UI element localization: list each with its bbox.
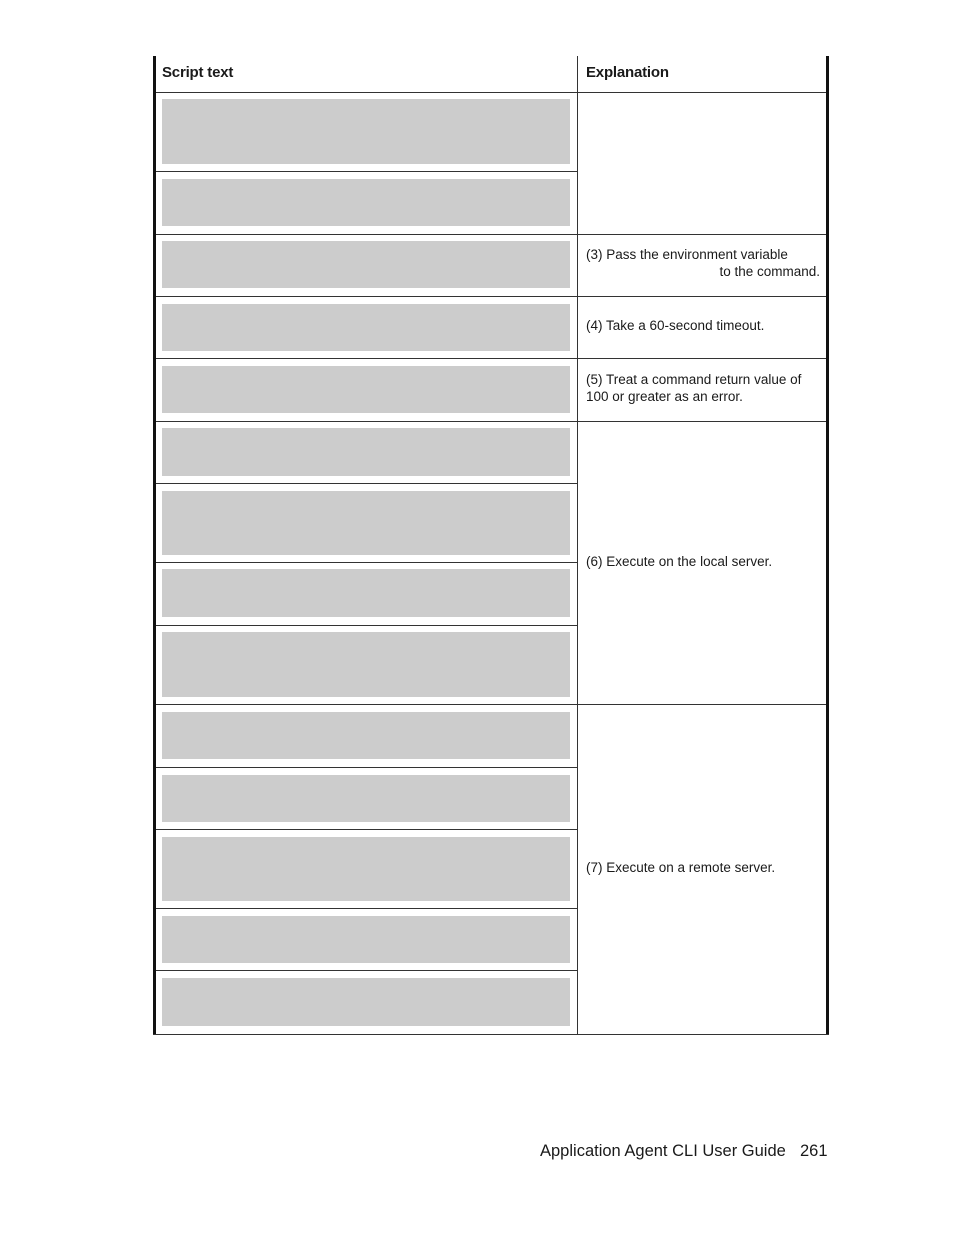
column-divider — [577, 56, 578, 1035]
script-code-block — [162, 837, 570, 901]
script-table — [153, 56, 829, 1035]
row-separator — [156, 421, 826, 422]
explanation-step-6: (6) Execute on the local server. — [586, 554, 773, 569]
row-separator — [156, 829, 577, 830]
script-code-block — [162, 304, 570, 351]
explanation-step-7: (7) Execute on a remote server. — [586, 860, 776, 875]
header-script-text: Script text — [162, 64, 234, 81]
explanation-step-3-line2: to the command. — [719, 264, 820, 279]
script-code-block — [162, 179, 570, 226]
row-separator — [156, 171, 577, 172]
row-separator — [156, 562, 577, 563]
script-code-block — [162, 916, 570, 963]
explanation-step-3-line1: (3) Pass the environment variable — [586, 247, 788, 262]
row-separator — [156, 767, 577, 768]
script-code-block — [162, 569, 570, 617]
script-code-block — [162, 978, 570, 1026]
explanation-step-3 — [586, 246, 820, 280]
row-separator — [156, 625, 577, 626]
row-separator — [156, 296, 826, 297]
table-bottom-border — [153, 1034, 829, 1035]
table-right-border — [826, 56, 829, 1035]
row-separator — [156, 358, 826, 359]
header-explanation: Explanation — [586, 64, 669, 81]
row-separator — [156, 908, 577, 909]
row-separator — [156, 234, 826, 235]
row-separator — [156, 483, 577, 484]
row-separator — [156, 704, 826, 705]
explanation-step-4: (4) Take a 60-second timeout. — [586, 318, 765, 333]
script-code-block — [162, 712, 570, 759]
script-code-block — [162, 428, 570, 476]
explanation-step-5: (5) Treat a command return value of 100 or greater as an error. — [586, 372, 802, 404]
footer-page-number: 261 — [800, 1142, 828, 1160]
script-code-block — [162, 366, 570, 413]
script-code-block — [162, 241, 570, 288]
header-separator — [156, 92, 826, 93]
script-code-block — [162, 491, 570, 555]
table-left-border — [153, 56, 156, 1035]
script-code-block — [162, 775, 570, 822]
script-code-block — [162, 632, 570, 697]
script-code-block — [162, 99, 570, 164]
row-separator — [156, 970, 577, 971]
footer-guide-title: Application Agent CLI User Guide — [540, 1142, 786, 1160]
